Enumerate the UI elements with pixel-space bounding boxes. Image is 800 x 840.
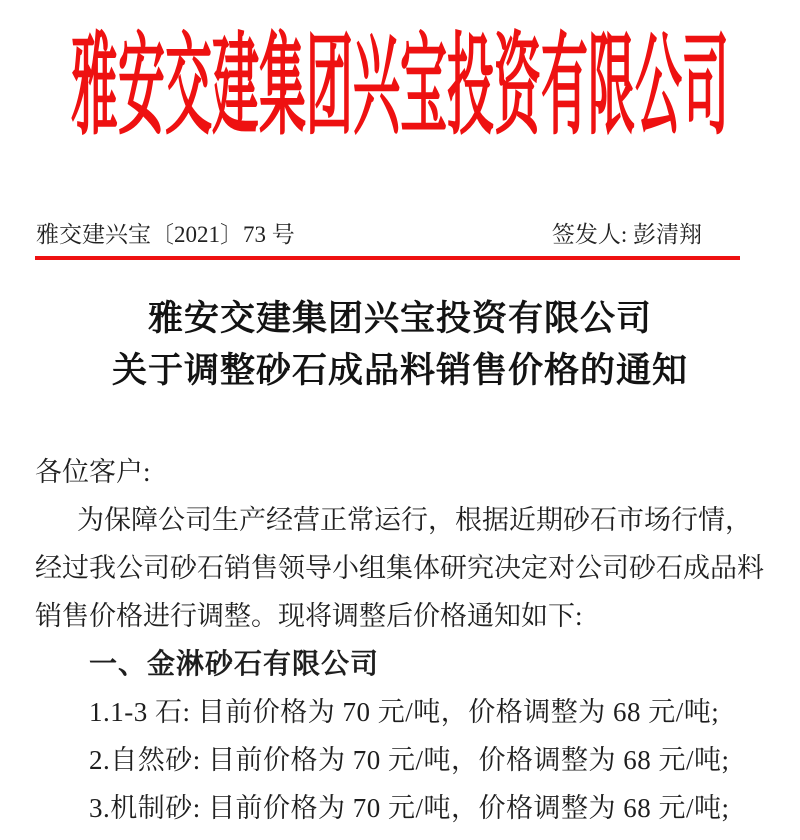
doc-title-line1: 雅安交建集团兴宝投资有限公司 bbox=[147, 299, 652, 338]
doc-title-line2: 关于调整砂石成品料销售价格的通知 bbox=[111, 351, 688, 390]
price-item: 2.自然砂: 目前价格为 70 元/吨，价格调整为 68 元/吨; bbox=[89, 745, 730, 775]
issuer: 签发人: 彭清翔 bbox=[551, 222, 702, 247]
doc-number: 雅交建兴宝〔2021〕73 号 bbox=[36, 222, 295, 247]
price-item: 1.1-3 石: 目前价格为 70 元/吨，价格调整为 68 元/吨; bbox=[89, 697, 720, 727]
red-divider-rule bbox=[35, 256, 740, 260]
paragraph-line: 经过我公司砂石销售领导小组集体研究决定对公司砂石成品料 bbox=[35, 553, 764, 583]
salutation: 各位客户: bbox=[35, 457, 151, 487]
price-item: 3.机制砂: 目前价格为 70 元/吨，价格调整为 68 元/吨; bbox=[89, 793, 730, 823]
doc-meta-row bbox=[36, 216, 702, 249]
paragraph-line: 为保障公司生产经营正常运行，根据近期砂石市场行情， bbox=[77, 505, 752, 535]
letterhead bbox=[0, 26, 800, 150]
paragraph-line: 销售价格进行调整。现将调整后价格通知如下: bbox=[35, 601, 583, 631]
letterhead-org-name: 雅安交建集团兴宝投资有限公司 bbox=[71, 26, 729, 150]
section-heading: 一、金淋砂石有限公司 bbox=[89, 648, 380, 679]
doc-title bbox=[0, 293, 800, 397]
doc-body bbox=[35, 448, 764, 832]
